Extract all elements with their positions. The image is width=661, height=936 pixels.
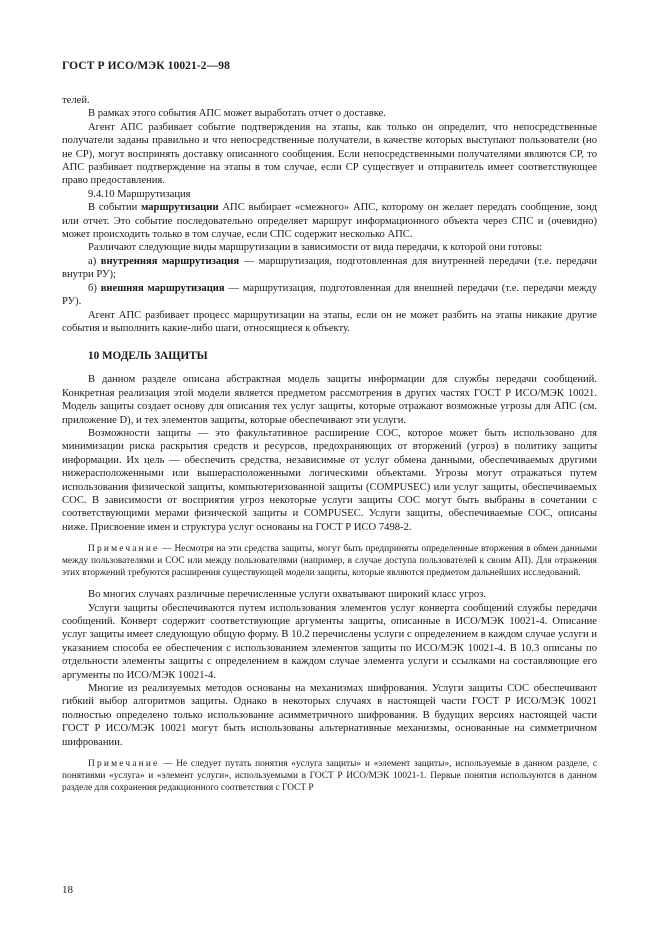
document-header: ГОСТ Р ИСО/МЭК 10021-2—98 — [62, 60, 230, 72]
term: маршрутизации — [141, 202, 219, 214]
section-title: 10 МОДЕЛЬ ЗАЩИТЫ — [88, 350, 208, 363]
text-run: б) — [88, 282, 101, 294]
term: внешняя маршрутизация — [100, 282, 225, 294]
paragraph: Агент АПС разбивает процесс маршрутизации на этапы, если он не может разбить на этапы никакие другие события и выполнить какие-либо шаги, относящиеся к объекту. — [62, 309, 597, 334]
list-item — [62, 255, 597, 282]
paragraph: Во многих случаях различные перечисленные услуги охватывают широкий класс угроз. — [88, 589, 487, 601]
note-text: — Несмотря на эти средства защиты, могут быть предприняты определенные вторжения в обмен данными между пользователями и СОС или между пользователями (например, в случае доступа пользователей к своим АП). Для отражения этих вторжений требуются расширения существующей модели защиты, которые являются предметом дальнейших исследований. — [62, 544, 597, 579]
text-run: — маршрутизация, подготовленная для внутренней передачи (т.е. передачи внутри РУ); — [62, 255, 598, 281]
text-run: а) — [88, 255, 101, 267]
paragraph: В рамках этого события АПС может выработать отчет о доставке. — [88, 108, 387, 120]
paragraph: В данном разделе описана абстрактная модель защиты информации для службы передачи сообщений. Конкретная реализация этой модели является предметом рассмотрения в других частях ГОСТ Р ИСО/МЭК 10021. Модель защиты создает основу для описания тех услуг защиты, которые отражают возможные угрозы для АПС (см. приложение D), и тех элементов защиты, которые обеспечивают эти услуги. — [62, 374, 597, 426]
paragraph-continuation: телей. — [62, 95, 90, 106]
paragraph: Различают следующие виды маршрутизации в зависимости от вида передачи, к которой они готовы: — [88, 242, 543, 254]
paragraph: Возможности защиты — это факультативное расширение СОС, которое может быть использовано для минимизации риска раскрытия средств и ресурсов, предохраняющих от вторжений (угроз) в политику защиты информации. Их цель — обеспечить средства, независимые от услуг обмена данными, обеспечиваемых другими нижерасположенными или вышерасположенными логическими объектами. Угрозы могут отражаться путем использования физической защиты, компьютеризованной защиты (COMPUSEC) или услуг защиты, обеспечиваемых СОС. В зависимости от восприятия угроз некоторые услуги защиты СОС могут быть выбраны в сочетании с соответствующими мерами физической защиты и COMPUSEC. Услуги защиты, обеспечиваемые СОС, описаны ниже. Присвоение имен и структура услуг основаны на ГОСТ Р ИСО 7498-2. — [62, 427, 597, 533]
subsection-heading: 9.4.10 Маршрутизация — [88, 188, 191, 200]
section-body — [62, 373, 597, 534]
text-run: В событии — [88, 202, 142, 214]
document-page — [62, 60, 597, 803]
note-label: Примечание — [88, 544, 160, 555]
text-run: АПС выбирает «смежного» АПС, которому он желает передать сообщение, зонд или отчет. Это событие последовательно определяет маршрут информационного объекта через СПС и (очевидно) может происходить только в том случае, если СПС содержит несколько АПС. — [62, 202, 598, 241]
section-body — [62, 588, 597, 749]
note-text: — Не следует путать понятия «услуга защиты» и «элемент защиты», используемые в данном разделе, с понятиями «услуга» и «элемент услуги», используемыми в ГОСТ Р ИСО/МЭК 10021-1. Первые понятия используются в данном разделе для сохранения редакционного соответствия с ГОСТ Р — [62, 759, 597, 794]
note-label: Примечание — [88, 759, 160, 770]
page-number: 18 — [62, 884, 73, 896]
list-item — [62, 282, 597, 309]
note — [62, 543, 597, 579]
paragraph: Многие из реализуемых методов основаны на механизмах шифрования. Услуги защиты СОС обеспечивают гибкий выбор алгоритмов защиты. Однако в некоторых случаях в настоящей части ГОСТ Р ИСО/МЭК 10021 полностью определено только использование асимметричного шифрования. В будущих версиях настоящей части ГОСТ Р ИСО/МЭК 10021 могут быть использованы альтернативные механизмы, основанные на симметричном шифровании. — [62, 683, 597, 748]
note — [62, 758, 597, 794]
paragraph: Услуги защиты обеспечиваются путем использования элементов услуг конверта сообщений службы передачи сообщений. Конверт содержит соответствующие аргументы защиты, описанные в ИСО/МЭК 10021-4. Описание услуг защиты имеет следующую общую форму. В 10.2 перечислены услуги с определением в каждом случае услуги и указанием способа ее обеспечения с использованием элементов защиты по ИСО/МЭК 10021-4. В 10.3 описаны по отдельности элементы защиты с определением в каждом случае элемента услуги и ссылками на составляющие его аргументы по ИСО/МЭК 10021-4. — [62, 602, 597, 681]
text-run: — маршрутизация, подготовленная для внешней передачи (т.е. передачи между РУ). — [62, 282, 597, 308]
paragraph: Агент АПС разбивает событие подтверждения на этапы, как только он определит, что непосредственные получатели заданы правильно и что непосредственные получатели, в качестве которых выступают пользователи (но не СР), могут воспринять доставку описанного сообщения. Если непосредственными получателями являются СР, то АПС разбивает подтверждение на этапы в том случае, если СР существует и отправитель имеет соответствующее право предоставления. — [62, 121, 597, 187]
paragraph — [62, 201, 597, 241]
body-text — [62, 94, 597, 335]
term: внутренняя маршрутизация — [100, 255, 240, 267]
